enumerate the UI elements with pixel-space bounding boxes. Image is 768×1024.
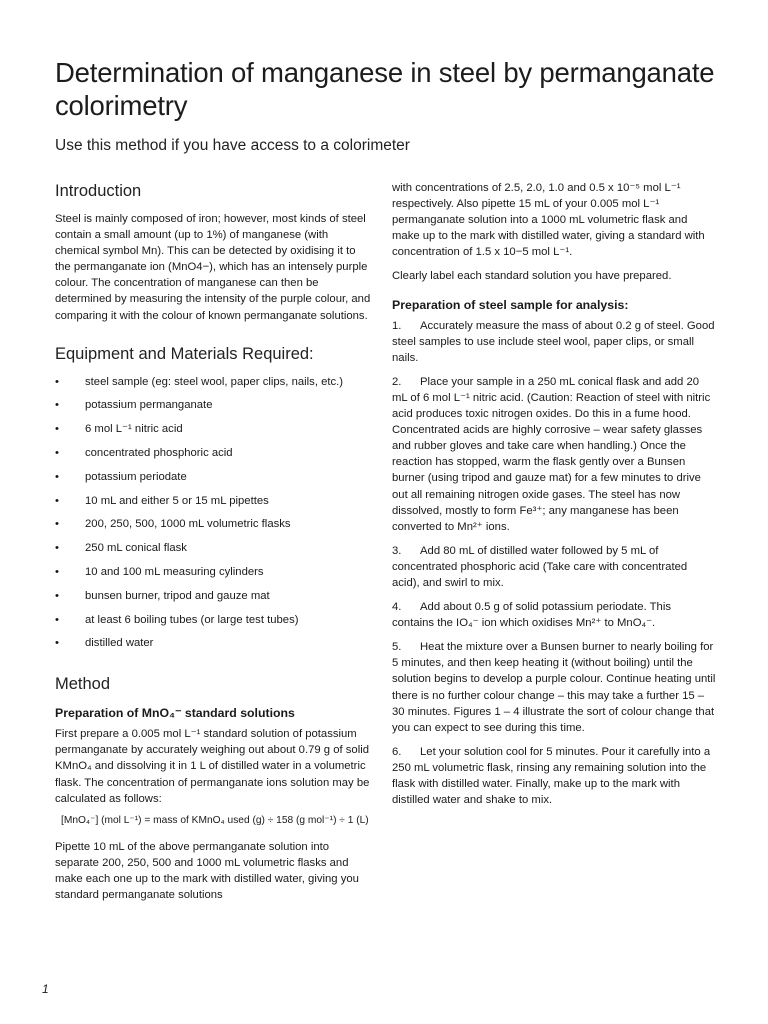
- left-column: [55, 180, 372, 911]
- step-5: 5. Heat the mixture over a Bunsen burner to nearly boiling for 5 minutes, and then keep heating it (without boiling) until the solution begins to develop a purple colour. Continue heating until there is no further colour change – this may take a further 15 – 30 minutes. Figures 1 – 4 illustrate the sort of colour change that you can expect to see during this time.: [392, 641, 716, 734]
- list-item: • bunsen burner, tripod and gauze mat: [55, 588, 372, 612]
- step-3: 3. Add 80 mL of distilled water followed by 5 mL of concentrated phosphoric acid (Take care with concentrated acid), and swirl to mix.: [392, 544, 688, 589]
- standard-solution-text: First prepare a 0.005 mol L⁻¹ standard solution of potassium permanganate by accurately weighing out about 0.79 g of solid KMnO₄ and dissolving it in 1 L of distilled water in a volumetric flask. The concentration of permanganate ions solution may be calculated as follows:: [55, 728, 370, 805]
- list-item: • potassium periodate: [55, 469, 372, 493]
- dilution-text-continued: with concentrations of 2.5, 2.0, 1.0 and 0.5 x 10⁻⁵ mol L⁻¹ respectively. Also pipette 15 mL of your 0.005 mol L⁻¹ permanganate solution into a 1000 mL volumetric flask and make up to the mark with distilled water, giving a standard with concentration of 1.5 x 10−5 mol L⁻¹.: [392, 182, 705, 259]
- list-item: • 6 mol L⁻¹ nitric acid: [55, 421, 372, 445]
- list-item: • distilled water: [55, 635, 372, 659]
- introduction-heading: Introduction: [55, 182, 142, 200]
- right-column: [392, 180, 716, 816]
- step-6: 6. Let your solution cool for 5 minutes. Pour it carefully into a 250 mL volumetric flask, rinsing any remaining solution into the flask with distilled water. Finally, make up to the mark with distilled water and shake to mix.: [392, 745, 711, 807]
- list-item: • 200, 250, 500, 1000 mL volumetric flasks: [55, 516, 372, 540]
- dilution-text: Pipette 10 mL of the above permanganate solution into separate 200, 250, 500 and 1000 mL volumetric flasks and make each one up to the mark with distilled water, giving you standard permanganate solutions: [55, 840, 359, 902]
- list-item: • concentrated phosphoric acid: [55, 445, 372, 469]
- page-title: Determination of manganese in steel by permanganate colorimetry: [55, 57, 715, 121]
- method-heading: Method: [55, 675, 111, 694]
- standard-solutions-heading: Preparation of MnO₄⁻ standard solutions: [55, 706, 295, 721]
- list-item: • at least 6 boiling tubes (or large test tubes): [55, 612, 372, 636]
- introduction-text: Steel is mainly composed of iron; however, most kinds of steel contain a small amount (up to 1%) of manganese (with chemical symbol Mn). This can be detected by oxidising it to the permanganate ion (MnO4−), which has an intensely purple colour. The concentration of manganese can then be determined by measuring the intensity of the purple colour, and comparing it with the colour of known permanganate solutions.: [55, 213, 371, 322]
- steel-sample-heading: Preparation of steel sample for analysis:: [392, 297, 629, 312]
- step-4: 4. Add about 0.5 g of solid potassium periodate. This contains the IO₄⁻ ion which oxidises Mn²⁺ to MnO₄⁻.: [392, 601, 671, 630]
- equipment-list: [55, 374, 372, 660]
- list-item: • 10 mL and either 5 or 15 mL pipettes: [55, 493, 372, 517]
- list-item: • 250 mL conical flask: [55, 540, 372, 564]
- page-number: 1: [42, 982, 49, 996]
- list-item: • 10 and 100 mL measuring cylinders: [55, 564, 372, 588]
- label-instruction: Clearly label each standard solution you have prepared.: [392, 270, 672, 283]
- concentration-formula: [MnO₄⁻] (mol L⁻¹) = mass of KMnO₄ used (g) ÷ 158 (g mol⁻¹) ÷ 1 (L): [61, 814, 369, 826]
- equipment-heading: Equipment and Materials Required:: [55, 344, 314, 363]
- page-subtitle: Use this method if you have access to a colorimeter: [55, 137, 410, 154]
- step-2: 2. Place your sample in a 250 mL conical flask and add 20 mL of 6 mol L⁻¹ nitric acid. (Caution: Reaction of steel with nitric acid produces toxic nitrogen oxides. Do this in a fume hood. Concentrated acids are highly corrosive – wear safety glasses and rubber gloves and take care when handling.) Once the reaction has stopped, warm the flask gently over a Bunsen burner (using tripod and gauze mat) for a few minutes to drive out all remaining nitrogen oxide gases. The steel has now dissolved, mostly to form Fe³⁺; any manganese has been converted to Mn²⁺ ions.: [392, 375, 711, 533]
- list-item: • potassium permanganate: [55, 397, 372, 421]
- step-1: 1. Accurately measure the mass of about 0.2 g of steel. Good steel samples to use include steel wool, paper clips, or small nails.: [392, 319, 715, 364]
- list-item: • steel sample (eg: steel wool, paper clips, nails, etc.): [55, 374, 372, 398]
